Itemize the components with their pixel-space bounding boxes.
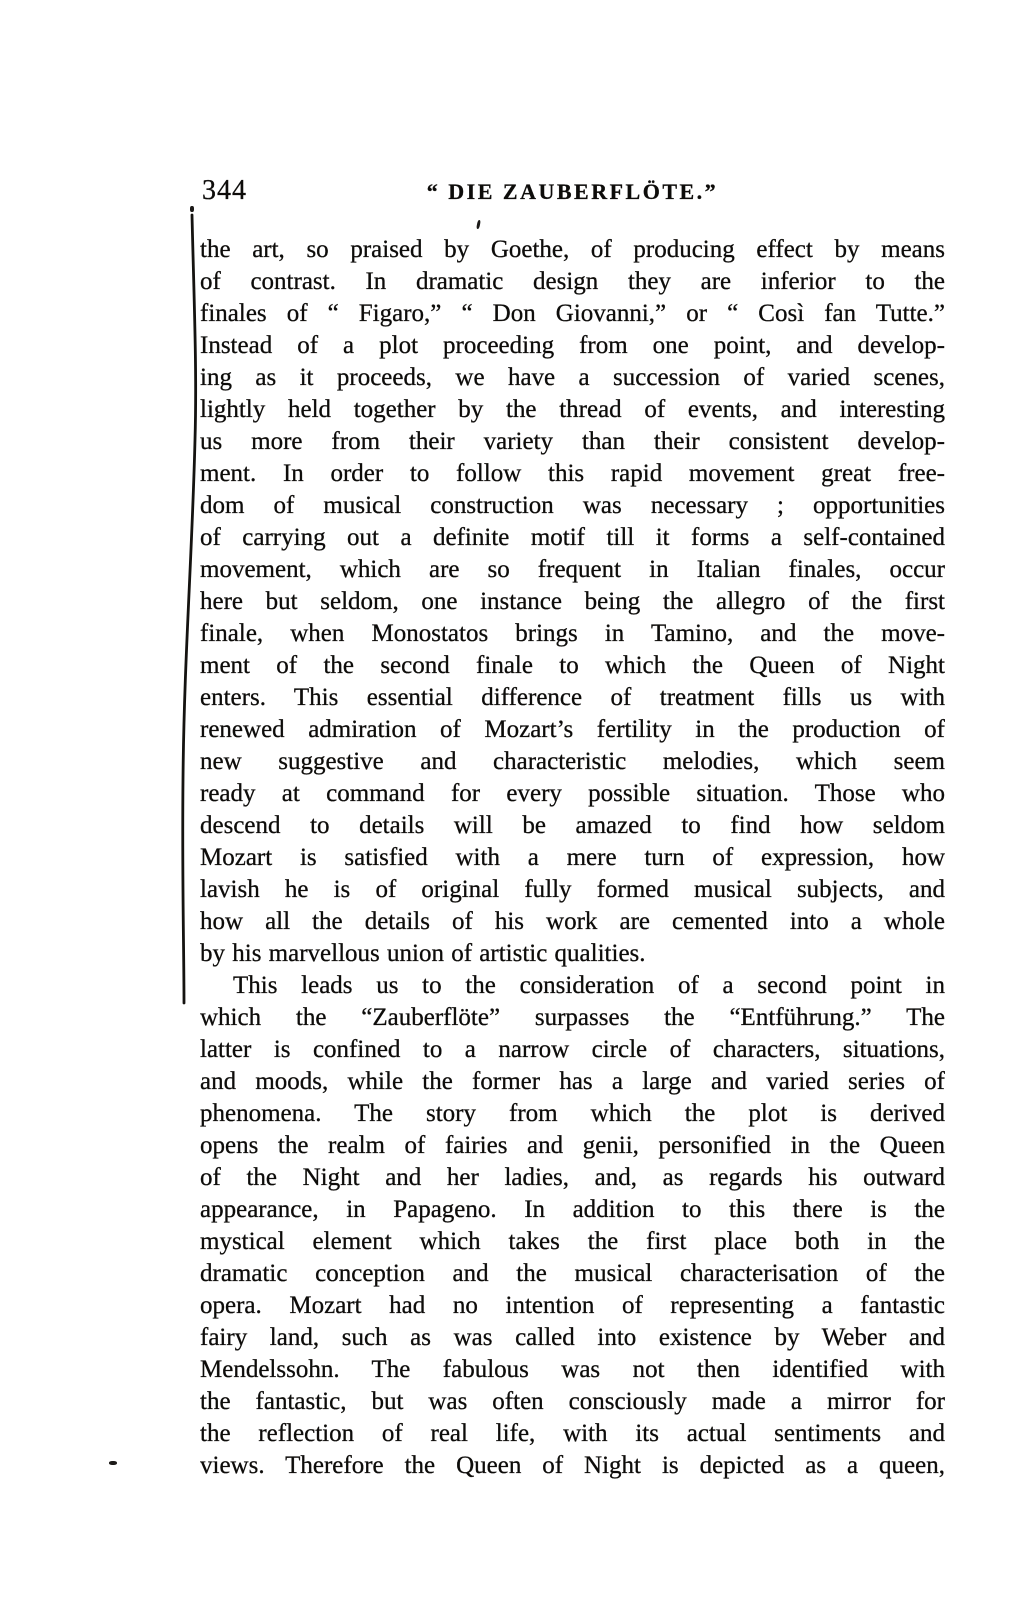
body-line: Instead of a plot proceeding from one point, and develop- <box>200 332 945 359</box>
body-line: of the Night and her ladies, and, as regards his outward <box>200 1164 945 1191</box>
body-line: new suggestive and characteristic melodies, which seem <box>200 748 945 775</box>
body-line: of carrying out a definite motif till it forms a self-contained <box>200 524 945 551</box>
body-line: and moods, while the former has a large and varied series of <box>200 1068 945 1095</box>
body-line: movement, which are so frequent in Italian finales, occur <box>200 556 945 583</box>
body-line: latter is confined to a narrow circle of characters, situations, <box>200 1036 945 1063</box>
body-text <box>200 234 945 1482</box>
body-line: lavish he is of original fully formed musical subjects, and <box>200 876 945 903</box>
body-line: appearance, in Papageno. In addition to this there is the <box>200 1196 945 1223</box>
page-number: 344 <box>202 175 247 206</box>
body-line: Mendelssohn. The fabulous was not then identified with <box>200 1356 945 1383</box>
body-line: by his marvellous union of artistic qualities. <box>200 940 646 967</box>
body-line: which the “Zauberflöte” surpasses the “Entführung.” The <box>200 1004 945 1031</box>
body-line: the fantastic, but was often consciously made a mirror for <box>200 1388 945 1415</box>
body-line: enters. This essential difference of treatment fills us with <box>200 684 945 711</box>
body-line: ment of the second finale to which the Queen of Night <box>200 652 945 679</box>
body-line: opens the realm of fairies and genii, personified in the Queen <box>200 1132 945 1159</box>
body-line: the reflection of real life, with its actual sentiments and <box>200 1420 945 1447</box>
scan-speck-rule-top <box>190 206 194 212</box>
scan-speck-bottom-left <box>109 1461 117 1465</box>
body-line: ing as it proceeds, we have a succession of varied scenes, <box>200 364 945 391</box>
body-line: renewed admiration of Mozart’s fertility in the production of <box>200 716 945 743</box>
body-line: This leads us to the consideration of a second point in <box>233 972 945 999</box>
body-line: of contrast. In dramatic design they are inferior to the <box>200 268 945 295</box>
body-line: mystical element which takes the first place both in the <box>200 1228 945 1255</box>
body-line: us more from their variety than their consistent develop- <box>200 428 945 455</box>
body-line: finale, when Monostatos brings in Tamino, and the move- <box>200 620 945 647</box>
running-header: “ DIE ZAUBERFLÖTE.” <box>426 179 719 204</box>
body-line: dramatic conception and the musical characterisation of the <box>200 1260 945 1287</box>
body-line: finales of “ Figaro,” “ Don Giovanni,” or “ Così fan Tutte.” <box>200 300 945 327</box>
body-line: Mozart is satisfied with a mere turn of expression, how <box>200 844 945 871</box>
body-line: dom of musical construction was necessary ; opportunities <box>200 492 945 519</box>
body-line: ment. In order to follow this rapid movement great free- <box>200 460 945 487</box>
body-line: views. Therefore the Queen of Night is depicted as a queen, <box>200 1452 945 1479</box>
body-line: phenomena. The story from which the plot is derived <box>200 1100 945 1127</box>
body-line: the art, so praised by Goethe, of producing effect by means <box>200 236 945 263</box>
body-line: opera. Mozart had no intention of representing a fantastic <box>200 1292 945 1319</box>
body-line: how all the details of his work are cemented into a whole <box>200 908 945 935</box>
body-line: here but seldom, one instance being the allegro of the first <box>200 588 945 615</box>
body-line: fairy land, such as was called into existence by Weber and <box>200 1324 945 1351</box>
body-line: descend to details will be amazed to find how seldom <box>200 812 945 839</box>
body-line: lightly held together by the thread of events, and interesting <box>200 396 945 423</box>
body-line: ready at command for every possible situation. Those who <box>200 780 945 807</box>
